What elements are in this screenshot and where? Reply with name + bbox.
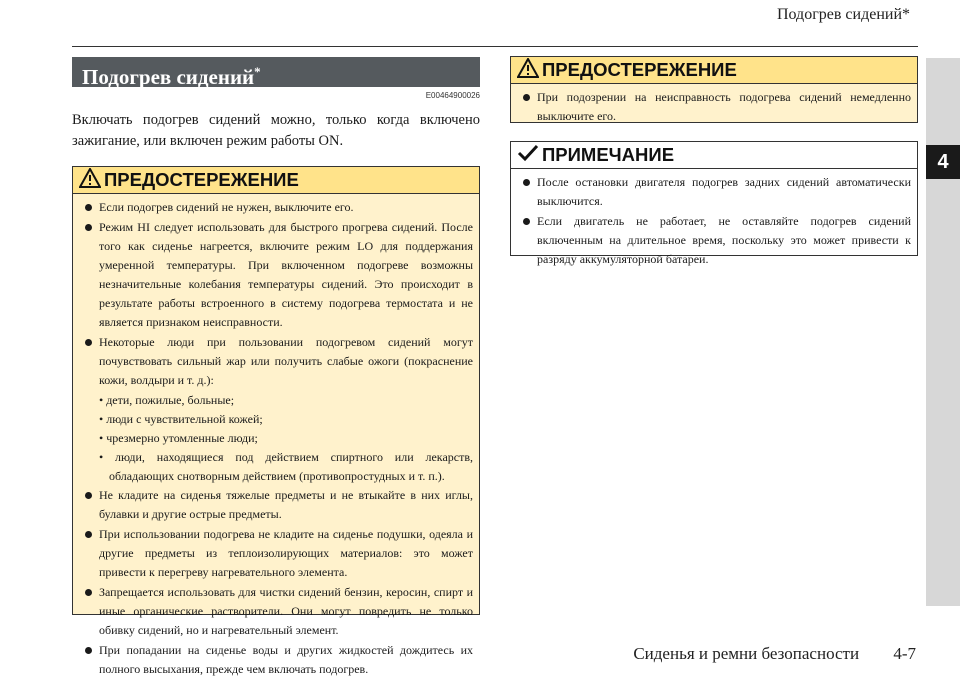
list-item [81, 486, 473, 524]
running-header: Подогрев сидений* [776, 6, 910, 23]
section-code: E00464900026 [425, 91, 480, 100]
note-heading [511, 142, 917, 169]
header-rule [72, 46, 918, 47]
footer-chapter-title: Сиденья и ремни безопасности [633, 644, 860, 663]
bullet-icon [85, 589, 92, 596]
list-item-text: Некоторые люди при пользовании подогревом сидений могут почувствовать сильный жар или получить слабые ожоги (покраснение кожи, волдыри и т. д.): [99, 335, 473, 387]
list-item [81, 641, 473, 679]
list-item [81, 525, 473, 582]
warning-heading-text: ПРЕДОСТЕРЕЖЕНИЕ [104, 169, 299, 190]
bullet-icon [85, 204, 92, 211]
list-item-text: Режим HI следует использовать для быстрого прогрева сидений. После того как сиденье нагреется, включите режим LO для поддержания умеренной температуры. При включенном подогреве возможны незначительные колебания температуры сидений. Это происходит в результате работы встроенного в систему подогрева термостата и не является признаком неисправности. [99, 220, 473, 329]
list-item [81, 583, 473, 640]
list-item-text: Если подогрев сидений не нужен, выключите его. [99, 200, 354, 214]
sub-item: • дети, пожилые, больные; [99, 393, 235, 407]
list-item-text: При подозрении на неисправность подогрева сидений немедленно выключите его. [537, 90, 911, 123]
list-item [81, 198, 473, 217]
chapter-side-tab [926, 58, 960, 606]
sub-item: • люди с чувствительной кожей; [99, 412, 263, 426]
checkmark-icon [517, 143, 539, 168]
warning-box-left [72, 166, 480, 676]
warning-heading [511, 57, 917, 84]
warning-heading-text: ПРЕДОСТЕРЕЖЕНИЕ [542, 59, 737, 80]
list-item [81, 333, 473, 390]
warning-body [73, 194, 479, 686]
list-item-text: Не кладите на сиденья тяжелые предметы и не втыкайте в них иглы, булавки и другие острые предметы. [99, 488, 473, 521]
bullet-icon [85, 339, 92, 346]
warning-heading [73, 167, 479, 194]
warning-triangle-icon [517, 58, 539, 83]
section-title [72, 57, 480, 87]
bullet-icon [523, 94, 530, 101]
intro-paragraph: Включать подогрев сидений можно, только когда включено зажигание, или включен режим работы ON. [72, 112, 480, 149]
list-item-text: При использовании подогрева не кладите на сиденье подушки, одеяла и другие предметы из теплоизолирующих материалов: это может привести к перегреву нагревательного элемента. [99, 527, 473, 579]
section-title-mark: * [254, 64, 261, 79]
list-item-text: Если двигатель не работает, не оставляйте подогрев сидений включенным на длительное время, поскольку это может привести к разряду аккумуляторной батареи. [537, 214, 911, 266]
section-title-text: Подогрев сидений [82, 65, 255, 89]
warning-triangle-icon [79, 168, 101, 193]
note-heading-text: ПРИМЕЧАНИЕ [542, 144, 675, 165]
chapter-number: 4 [926, 145, 960, 179]
list-item-text: При попадании на сиденье воды и других жидкостей дождитесь их полного высыхания, прежде чем включать подогрев. [99, 643, 473, 676]
page-footer [633, 644, 916, 664]
list-item [81, 218, 473, 332]
list-item [519, 88, 911, 126]
bullet-icon [85, 531, 92, 538]
bullet-icon [523, 218, 530, 225]
note-body [511, 169, 917, 276]
warning-box-right [510, 56, 918, 123]
list-item [519, 212, 911, 269]
list-item [519, 173, 911, 211]
bullet-icon [85, 492, 92, 499]
list-item-text: Запрещается использовать для чистки сидений бензин, керосин, спирт и иные органические растворители. Они могут повредить не только обивку сидений, но и нагревательный элемент. [99, 585, 473, 637]
bullet-icon [523, 179, 530, 186]
warning-body [511, 84, 917, 133]
bullet-icon [85, 224, 92, 231]
bullet-icon [85, 647, 92, 654]
note-box [510, 141, 918, 266]
sub-item: • чрезмерно утомленные люди; [99, 431, 258, 445]
list-item-text: После остановки двигателя подогрев задних сидений автоматически выключится. [537, 175, 911, 208]
sub-item: • люди, находящиеся под действием спиртного или лекарств, обладающих снотворным действием (противопростудных и т. п.). [99, 450, 473, 483]
page-number: 4-7 [893, 644, 916, 663]
